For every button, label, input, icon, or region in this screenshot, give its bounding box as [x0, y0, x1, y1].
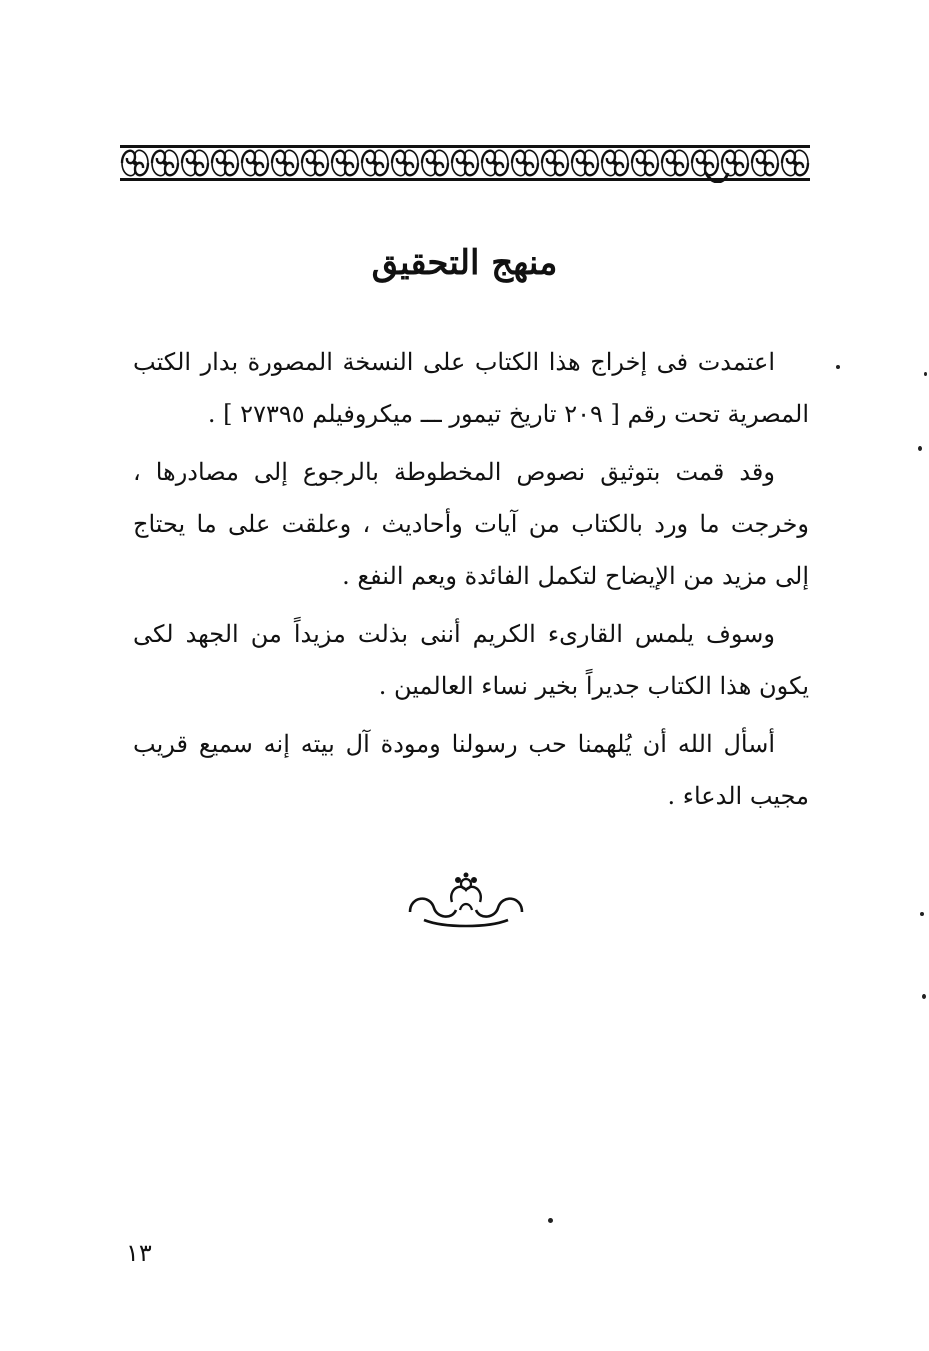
paragraph-source-manuscript: اعتمدت فى إخراج هذا الكتاب على النسخة المصورة بدار الكتب المصرية تحت رقم [ ٢٠٩ تاريخ تيمور ـــ ميكروفيلم ٢٧٣٩٥ ] .	[133, 348, 809, 428]
paragraph-effort: وسوف يلمس القارىء الكريم أننى بذلت مزيداً من الجهد لكى يكون هذا الكتاب جديراً بخير نساء العالمين .	[133, 620, 809, 700]
closing-flourish-ornament	[404, 872, 528, 930]
body-text	[133, 336, 809, 828]
paragraph-supplication: أسأل الله أن يُلهمنا حب رسولنا ومودة آل بيته إنه سميع قريب مجيب الدعاء .	[133, 730, 809, 810]
scan-speck	[922, 994, 926, 999]
paragraph-documentation: وقد قمت بتوثيق نصوص المخطوطة بالرجوع إلى مصادرها ، وخرجت ما ورد بالكتاب من آيات وأحاديث ، وعلقت على ما يحتاج إلى مزيد من الإيضاح لتكمل الفائدة ويعم النفع .	[133, 458, 809, 590]
ornamental-header-band	[120, 143, 810, 183]
scan-speck	[548, 1218, 553, 1223]
scan-speck	[836, 365, 840, 369]
scan-speck	[920, 912, 924, 916]
scan-speck	[924, 372, 927, 376]
section-title: منهج التحقيق	[371, 243, 558, 283]
page-number: ١٣	[126, 1239, 152, 1267]
scan-speck	[918, 446, 922, 451]
